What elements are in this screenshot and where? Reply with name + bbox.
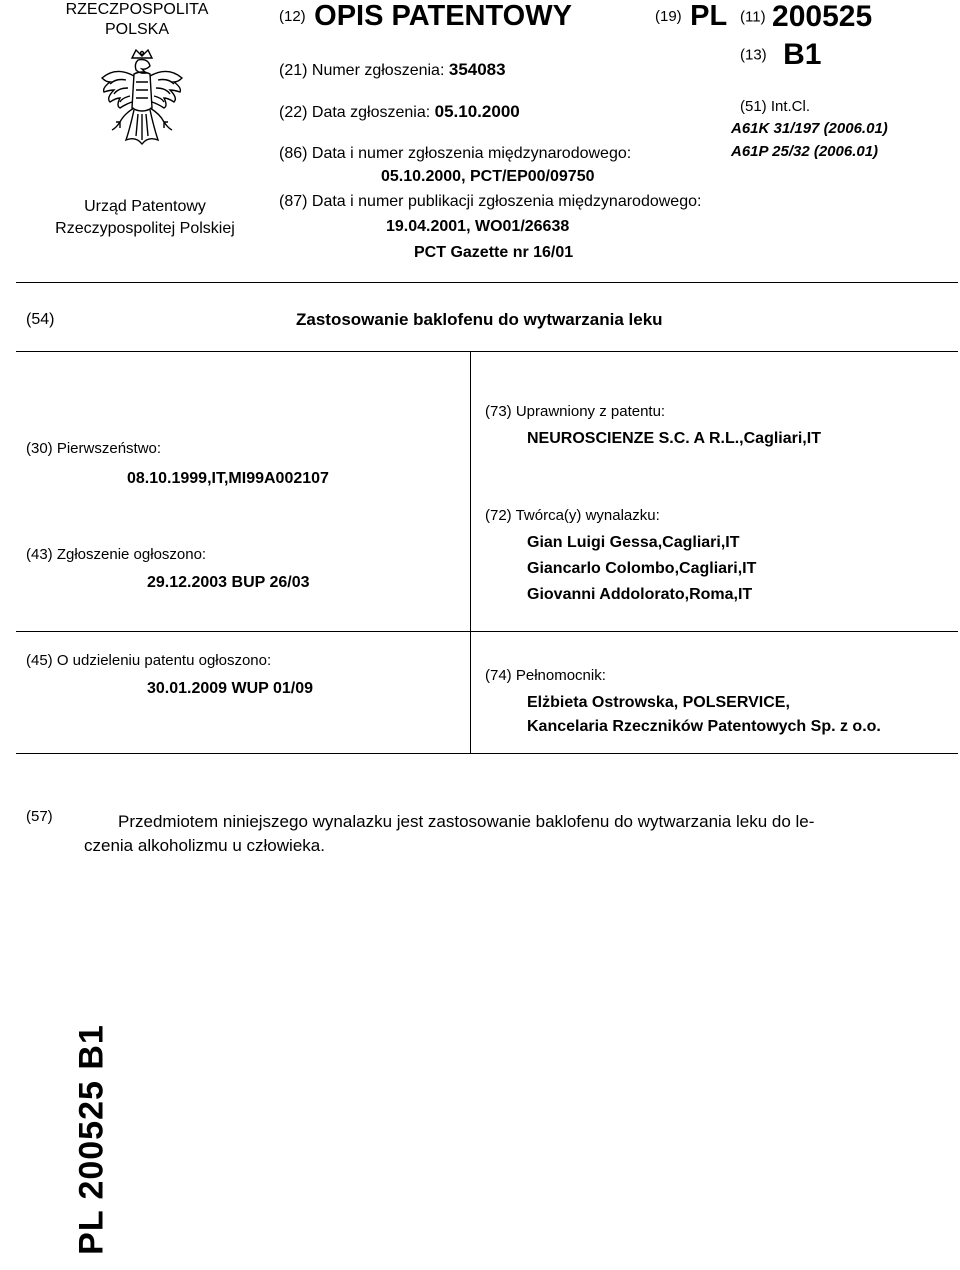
country-code: (19) PL	[655, 0, 728, 32]
intl-application-label: (86) Data i numer zgłoszenia międzynarodowego:	[279, 145, 632, 162]
patent-office-name: Urząd Patentowy Rzeczypospolitej Polskiej	[55, 198, 235, 237]
abstract-text: Przedmiotem niniejszego wynalazku jest zastosowanie baklofenu do wytwarzania leku do le- czenia alkoholizmu u człowieka.	[84, 812, 815, 855]
application-publication-value: 29.12.2003 BUP 26/03	[147, 574, 310, 591]
country-name: RZECZPOSPOLITA POLSKA	[65, 1, 209, 38]
divider-top	[16, 282, 958, 283]
int-cl-2: A61P 25/32 (2006.01)	[731, 143, 879, 160]
divider-bottom	[16, 753, 958, 754]
inventor-3: Giovanni Addolorato,Roma,IT	[527, 586, 753, 603]
divider-middle	[16, 631, 958, 632]
publication-number: (11) 200525	[740, 0, 873, 33]
white-eagle-emblem-icon	[96, 48, 188, 168]
invention-title: Zastosowanie baklofenu do wytwarzania leku	[296, 310, 663, 329]
column-divider	[470, 351, 471, 753]
inventor-2: Giancarlo Colombo,Cagliari,IT	[527, 560, 757, 577]
title-label: (54)	[26, 311, 55, 328]
document-type: (12) OPIS PATENTOWY	[279, 0, 572, 32]
abstract-label: (57)	[26, 808, 53, 825]
divider-title	[16, 351, 958, 352]
proprietor-label: (73) Uprawniony z patentu:	[485, 403, 666, 420]
grant-publication-value: 30.01.2009 WUP 01/09	[147, 680, 314, 697]
intl-publication-value: 19.04.2001, WO01/26638	[386, 218, 570, 235]
proprietor-value: NEUROSCIENZE S.C. A R.L.,Cagliari,IT	[527, 430, 821, 447]
inventor-1: Gian Luigi Gessa,Cagliari,IT	[527, 534, 740, 551]
int-cl-1: A61K 31/197 (2006.01)	[731, 120, 888, 137]
kind-code: (13) B1	[740, 38, 822, 71]
attorney-line-2: Kancelaria Rzeczników Patentowych Sp. z o.o.	[527, 718, 881, 735]
attorney-label: (74) Pełnomocnik:	[485, 667, 606, 684]
application-number: (21) Numer zgłoszenia: 354083	[279, 60, 506, 79]
inventors-label: (72) Twórca(y) wynalazku:	[485, 507, 660, 524]
priority-value: 08.10.1999,IT,MI99A002107	[127, 470, 329, 487]
intl-publication-label: (87) Data i numer publikacji zgłoszenia międzynarodowego:	[279, 193, 702, 210]
side-publication-id: PL 200525 B1	[72, 1024, 111, 1255]
attorney-line-1: Elżbieta Ostrowska, POLSERVICE,	[527, 694, 790, 711]
int-cl-label: (51) Int.Cl.	[740, 98, 811, 115]
priority-label: (30) Pierwszeństwo:	[26, 440, 162, 457]
pct-gazette: PCT Gazette nr 16/01	[414, 244, 574, 261]
application-publication-label: (43) Zgłoszenie ogłoszono:	[26, 546, 207, 563]
filing-date: (22) Data zgłoszenia: 05.10.2000	[279, 102, 520, 121]
intl-application-value: 05.10.2000, PCT/EP00/09750	[381, 168, 595, 185]
grant-publication-label: (45) O udzieleniu patentu ogłoszono:	[26, 652, 272, 669]
